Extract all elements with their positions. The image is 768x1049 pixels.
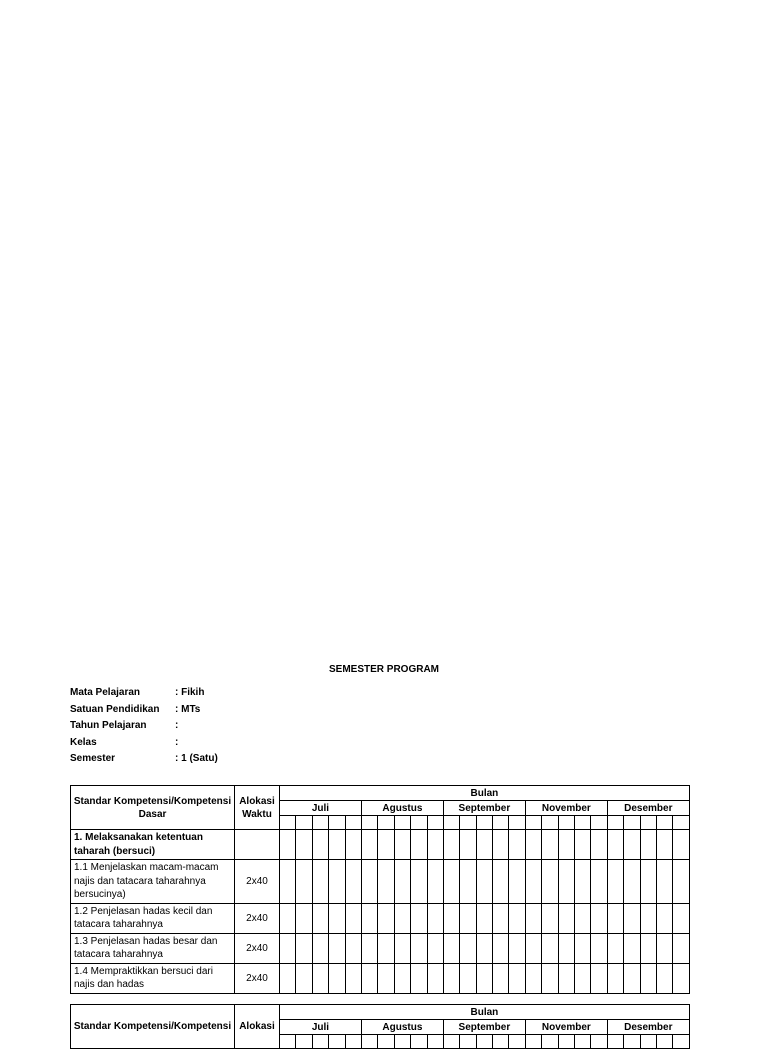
- schedule-cell: [525, 860, 541, 904]
- week-cell: [427, 816, 443, 830]
- week-cell: [411, 816, 427, 830]
- semester-program-table-continued: [70, 1004, 690, 1049]
- week-cell: [624, 1035, 640, 1049]
- schedule-cell: [624, 963, 640, 993]
- meta-row-year: [70, 720, 295, 737]
- schedule-cell: [296, 830, 312, 860]
- kompetensi-dasar-cell: 1.1 Menjelaskan macam-macam najis dan tatacara taharahnya bersucinya): [71, 860, 235, 904]
- schedule-cell: [394, 933, 410, 963]
- week-cell: [476, 816, 492, 830]
- meta-label: Mata Pelajaran: [70, 687, 141, 698]
- schedule-cell: [493, 860, 509, 904]
- schedule-cell: [673, 933, 689, 963]
- schedule-cell: [312, 860, 328, 904]
- week-cell: [345, 816, 361, 830]
- schedule-cell: [656, 830, 672, 860]
- schedule-cell: [493, 963, 509, 993]
- schedule-cell: [640, 903, 656, 933]
- week-cell: [361, 816, 377, 830]
- month-header: Agustus: [361, 1020, 443, 1035]
- schedule-cell: [378, 963, 394, 993]
- kompetensi-dasar-cell: 1.2 Penjelasan hadas kecil dan tatacara taharahnya: [71, 903, 235, 933]
- week-cell: [476, 1035, 492, 1049]
- schedule-cell: [558, 860, 574, 904]
- schedule-cell: [312, 830, 328, 860]
- meta-label: Semester: [70, 753, 116, 764]
- schedule-cell: [460, 860, 476, 904]
- week-cell: [656, 1035, 672, 1049]
- week-cell: [394, 1035, 410, 1049]
- alokasi-value: 2x40: [235, 963, 280, 993]
- month-header: Desember: [607, 1020, 689, 1035]
- week-cell: [443, 816, 459, 830]
- schedule-cell: [591, 963, 607, 993]
- schedule-cell: [345, 860, 361, 904]
- schedule-cell: [493, 830, 509, 860]
- kompetensi-dasar-cell: 1.3 Penjelasan hadas besar dan tatacara taharahnya: [71, 933, 235, 963]
- schedule-cell: [656, 933, 672, 963]
- meta-value: : MTs: [175, 703, 201, 715]
- schedule-cell: [591, 903, 607, 933]
- schedule-cell: [558, 830, 574, 860]
- meta-value: : 1 (Satu): [175, 753, 218, 764]
- schedule-cell: [542, 830, 558, 860]
- header-standar-kompetensi: Standar Kompetensi/Kompetensi: [71, 1005, 235, 1049]
- schedule-cell: [673, 963, 689, 993]
- schedule-cell: [509, 933, 525, 963]
- schedule-cell: [312, 963, 328, 993]
- month-header: Juli: [280, 801, 362, 816]
- meta-row-subject: [70, 687, 295, 704]
- week-cell: [329, 816, 345, 830]
- week-cell: [525, 1035, 541, 1049]
- schedule-cell: [607, 830, 623, 860]
- schedule-cell: [460, 903, 476, 933]
- schedule-cell: [525, 963, 541, 993]
- schedule-cell: [329, 830, 345, 860]
- schedule-cell: [329, 933, 345, 963]
- alokasi-value: 2x40: [235, 860, 280, 904]
- schedule-cell: [345, 830, 361, 860]
- schedule-cell: [296, 903, 312, 933]
- schedule-cell: [280, 830, 296, 860]
- month-header: Desember: [607, 801, 689, 816]
- schedule-cell: [394, 963, 410, 993]
- schedule-cell: [361, 933, 377, 963]
- week-cell: [591, 1035, 607, 1049]
- schedule-cell: [525, 903, 541, 933]
- schedule-cell: [329, 963, 345, 993]
- schedule-cell: [558, 963, 574, 993]
- schedule-cell: [476, 933, 492, 963]
- schedule-cell: [509, 830, 525, 860]
- schedule-cell: [427, 933, 443, 963]
- schedule-cell: [394, 860, 410, 904]
- week-cell: [607, 1035, 623, 1049]
- schedule-cell: [673, 903, 689, 933]
- schedule-cell: [607, 903, 623, 933]
- schedule-cell: [280, 903, 296, 933]
- schedule-cell: [460, 963, 476, 993]
- schedule-cell: [443, 963, 459, 993]
- schedule-cell: [443, 933, 459, 963]
- week-cell: [509, 816, 525, 830]
- week-cell: [624, 816, 640, 830]
- week-cell: [378, 816, 394, 830]
- schedule-cell: [624, 903, 640, 933]
- document-meta: [70, 687, 295, 770]
- schedule-cell: [476, 903, 492, 933]
- week-cell: [607, 816, 623, 830]
- meta-value: :: [175, 720, 179, 731]
- schedule-cell: [575, 963, 591, 993]
- meta-label: Satuan Pendidikan: [70, 703, 160, 715]
- schedule-cell: [378, 830, 394, 860]
- competency-row: [71, 963, 690, 993]
- schedule-cell: [542, 860, 558, 904]
- week-cell: [509, 1035, 525, 1049]
- schedule-cell: [476, 830, 492, 860]
- week-cell: [411, 1035, 427, 1049]
- schedule-cell: [591, 860, 607, 904]
- month-header: November: [525, 1020, 607, 1035]
- schedule-cell: [640, 830, 656, 860]
- schedule-cell: [525, 933, 541, 963]
- schedule-cell: [411, 963, 427, 993]
- schedule-cell: [640, 860, 656, 904]
- schedule-cell: [312, 903, 328, 933]
- schedule-cell: [509, 903, 525, 933]
- schedule-cell: [640, 933, 656, 963]
- schedule-cell: [591, 933, 607, 963]
- schedule-cell: [411, 860, 427, 904]
- schedule-cell: [656, 860, 672, 904]
- week-cell: [575, 816, 591, 830]
- schedule-cell: [624, 933, 640, 963]
- schedule-cell: [394, 903, 410, 933]
- schedule-cell: [476, 963, 492, 993]
- schedule-cell: [640, 963, 656, 993]
- week-cell: [673, 1035, 689, 1049]
- week-cell: [312, 816, 328, 830]
- schedule-cell: [361, 903, 377, 933]
- week-cell: [542, 1035, 558, 1049]
- month-header: September: [443, 1020, 525, 1035]
- schedule-cell: [624, 860, 640, 904]
- week-cell: [329, 1035, 345, 1049]
- week-cell: [558, 1035, 574, 1049]
- schedule-cell: [378, 933, 394, 963]
- schedule-cell: [296, 963, 312, 993]
- schedule-cell: [509, 860, 525, 904]
- week-cell: [460, 816, 476, 830]
- week-cell: [575, 1035, 591, 1049]
- schedule-cell: [575, 903, 591, 933]
- schedule-cell: [558, 933, 574, 963]
- month-header: November: [525, 801, 607, 816]
- week-cell: [378, 1035, 394, 1049]
- schedule-cell: [607, 933, 623, 963]
- schedule-cell: [607, 963, 623, 993]
- week-cell: [640, 816, 656, 830]
- meta-row-class: [70, 737, 295, 754]
- alokasi-value: 2x40: [235, 933, 280, 963]
- schedule-cell: [280, 963, 296, 993]
- week-cell: [591, 816, 607, 830]
- week-cell: [280, 816, 296, 830]
- month-header: Juli: [280, 1020, 362, 1035]
- schedule-cell: [460, 933, 476, 963]
- schedule-cell: [591, 830, 607, 860]
- meta-row-semester: [70, 753, 295, 770]
- schedule-cell: [411, 903, 427, 933]
- header-bulan: Bulan: [280, 786, 690, 801]
- schedule-cell: [427, 903, 443, 933]
- schedule-cell: [312, 933, 328, 963]
- meta-label: Kelas: [70, 736, 97, 748]
- schedule-cell: [673, 860, 689, 904]
- meta-value: :: [175, 736, 179, 748]
- schedule-cell: [361, 963, 377, 993]
- schedule-cell: [280, 933, 296, 963]
- schedule-cell: [411, 830, 427, 860]
- month-header: Agustus: [361, 801, 443, 816]
- week-cell: [558, 816, 574, 830]
- schedule-cell: [656, 903, 672, 933]
- week-cell: [460, 1035, 476, 1049]
- schedule-cell: [345, 903, 361, 933]
- schedule-cell: [296, 860, 312, 904]
- week-cell: [656, 816, 672, 830]
- schedule-cell: [575, 860, 591, 904]
- schedule-cell: [656, 963, 672, 993]
- schedule-cell: [345, 933, 361, 963]
- week-cell: [361, 1035, 377, 1049]
- schedule-cell: [460, 830, 476, 860]
- week-cell: [640, 1035, 656, 1049]
- schedule-cell: [575, 830, 591, 860]
- alokasi-value: 2x40: [235, 903, 280, 933]
- meta-row-school: [70, 704, 295, 721]
- week-cell: [394, 816, 410, 830]
- standar-kompetensi-cell: 1. Melaksanakan ketentuan taharah (bersuci): [71, 830, 235, 860]
- header-row: [71, 786, 690, 801]
- schedule-cell: [509, 963, 525, 993]
- meta-label: Tahun Pelajaran: [70, 720, 147, 731]
- document-title: SEMESTER PROGRAM: [328, 664, 439, 675]
- schedule-cell: [361, 860, 377, 904]
- competency-row: [71, 830, 690, 860]
- schedule-cell: [329, 903, 345, 933]
- schedule-cell: [345, 963, 361, 993]
- schedule-cell: [411, 933, 427, 963]
- meta-value: : Fikih: [175, 687, 205, 698]
- schedule-cell: [575, 933, 591, 963]
- schedule-cell: [296, 933, 312, 963]
- header-standar-kompetensi: Standar Kompetensi/Kompetensi Dasar: [71, 786, 235, 830]
- schedule-cell: [427, 860, 443, 904]
- schedule-cell: [427, 830, 443, 860]
- schedule-cell: [378, 903, 394, 933]
- schedule-cell: [443, 830, 459, 860]
- schedule-cell: [493, 933, 509, 963]
- week-cell: [280, 1035, 296, 1049]
- week-cell: [296, 816, 312, 830]
- week-cell: [296, 1035, 312, 1049]
- week-cell: [345, 1035, 361, 1049]
- week-cell: [542, 816, 558, 830]
- schedule-cell: [542, 903, 558, 933]
- week-cell: [312, 1035, 328, 1049]
- header-bulan: Bulan: [280, 1005, 690, 1020]
- schedule-cell: [443, 903, 459, 933]
- header-alokasi-waktu: Alokasi Waktu: [235, 786, 280, 830]
- week-cell: [493, 1035, 509, 1049]
- schedule-cell: [378, 860, 394, 904]
- schedule-cell: [329, 860, 345, 904]
- header-alokasi-waktu: Alokasi: [235, 1005, 280, 1049]
- week-cell: [427, 1035, 443, 1049]
- week-cell: [443, 1035, 459, 1049]
- alokasi-value: [235, 830, 280, 860]
- month-header: September: [443, 801, 525, 816]
- week-cell: [525, 816, 541, 830]
- semester-program-table: [70, 785, 690, 994]
- schedule-cell: [361, 830, 377, 860]
- schedule-cell: [476, 860, 492, 904]
- competency-row: [71, 860, 690, 904]
- week-cell: [493, 816, 509, 830]
- header-row: [71, 1005, 690, 1020]
- schedule-cell: [493, 903, 509, 933]
- schedule-cell: [280, 860, 296, 904]
- schedule-cell: [673, 830, 689, 860]
- week-cell: [673, 816, 689, 830]
- competency-row: [71, 903, 690, 933]
- schedule-cell: [427, 963, 443, 993]
- schedule-cell: [624, 830, 640, 860]
- schedule-cell: [542, 933, 558, 963]
- kompetensi-dasar-cell: 1.4 Mempraktikkan bersuci dari najis dan hadas: [71, 963, 235, 993]
- schedule-cell: [525, 830, 541, 860]
- schedule-cell: [542, 963, 558, 993]
- schedule-cell: [558, 903, 574, 933]
- competency-row: [71, 933, 690, 963]
- schedule-cell: [443, 860, 459, 904]
- schedule-cell: [394, 830, 410, 860]
- schedule-cell: [607, 860, 623, 904]
